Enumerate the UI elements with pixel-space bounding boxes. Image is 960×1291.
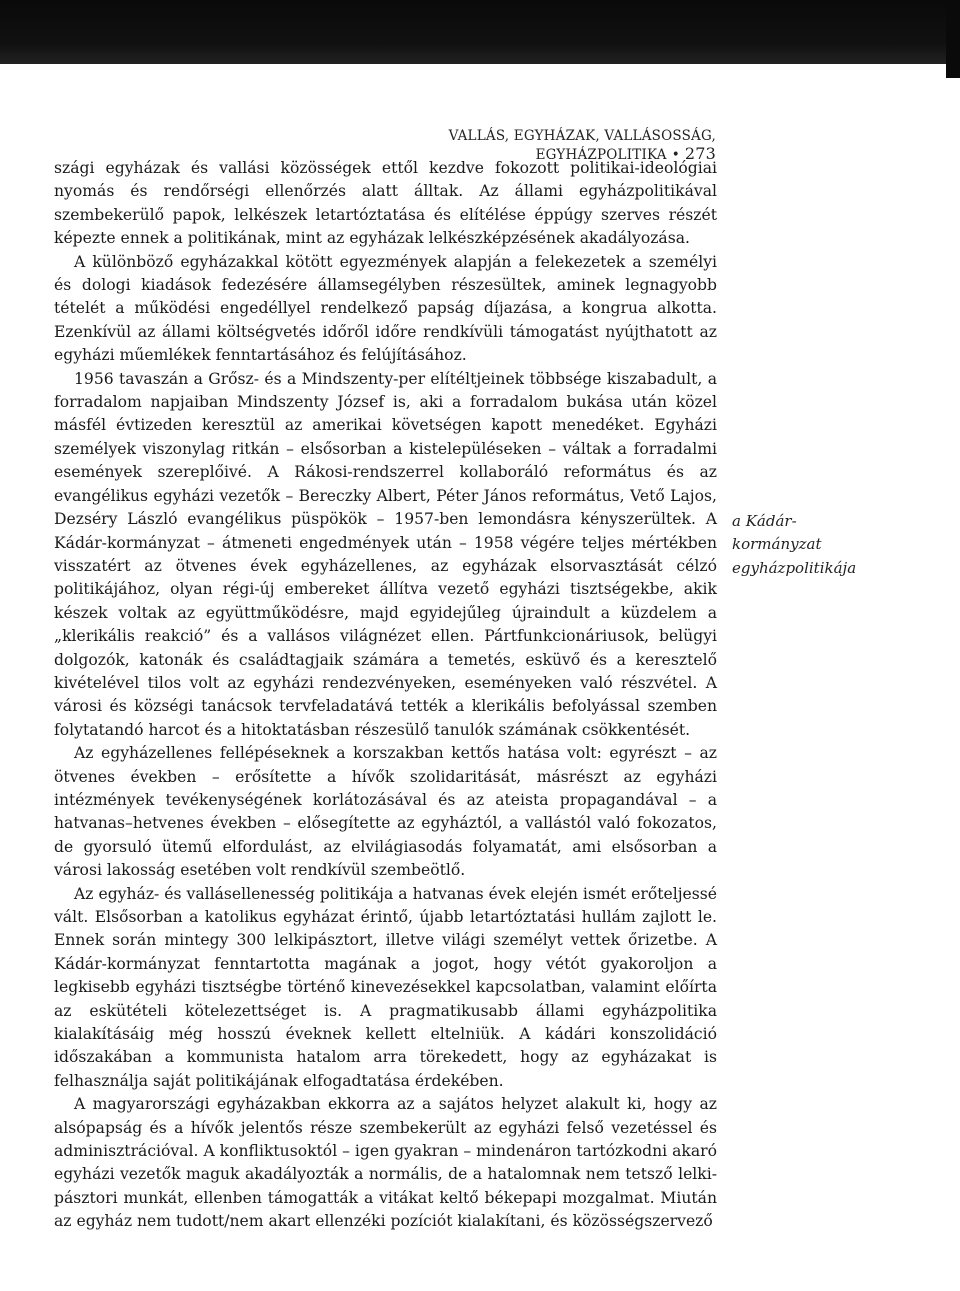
margin-note-line: a Kádár- [732, 512, 797, 530]
scan-edge-bar [0, 0, 960, 64]
margin-note [732, 510, 942, 580]
running-head-separator: • [671, 147, 680, 163]
margin-note-line: egyházpolitikája [732, 558, 857, 577]
paragraph: A különböző egyházakkal kötött egyezmények alapján a felekezetek a személyi és dologi kiadások fedezésére államsegélyben részesültek, aminek legnagyobb tételét a működési engedéllyel rendelkező papság díjazása, a kongrua alkotta. Ezenkívül az állami költségvetés időről időre rendkívüli támogatást nyújthatott az egyházi műemlékek fenntartásához és felújításához. [54, 252, 717, 365]
running-head-title: VALLÁS, EGYHÁZAK, VALLÁSOSSÁG, EGYHÁZPOLITIKA [448, 128, 716, 163]
page-number: 273 [684, 144, 716, 163]
paragraph: Az egyházellenes fellépéseknek a korszakban kettős hatása volt: egyrészt – az ötvenes években – erősítette a hívők szolidaritását, másrészt az egyházi intézmények tevékenységének korlátozásával és az ateista propagandával – a hatvanas–hetvenes években – elősegítette az egyháztól, a vallástól való fokozatos, de gyorsuló ütemű elfordulást, az elvilágiasodás folyamatát, ami elsősorban a városi lakosság esetében volt rendkívül szembeötlő. [54, 744, 717, 880]
paragraph: Az egyház- és vallásellenesség politikája a hatvanas évek elején ismét erőteljessé vált. Elsősorban a katolikus egyházat érintő, újabb letartóztatási hullám zajlott le. Ennek során mintegy 300 lelkipásztort, illetve világi személyt vettek őrizetbe. A Kádár-kormányzat fenntartotta magának a jogot, hogy vétót gyakoroljon a legkisebb egyházi tisztségbe történő kinevezésekkel kapcsolatban, valamint előírta az eskütételi kötelezettséget is. A pragmatikusabb állami egyházpolitika kialakításáig még hosszú éveknek kellett eltelniük. A kádári konszolidáció időszakában a kommunista hatalom arra törekedett, hogy az egyházakat is felhasználja saját politikájának elfogadtatása érdekében. [54, 884, 717, 1090]
margin-note-line: kormányzat [732, 535, 822, 554]
paragraph: A magyarországi egyházakban ekkorra az a sajátos helyzet alakult ki, hogy az alsópapság és a hívők jelentős része szembekerült az egyházi felső vezetéssel és adminisztrációval. A konfliktusoktól – igen gyakran – mindenáron tartózkodni akaró egyházi vezetők maguk akadályozták a normális, de a hatalomnak nem tetsző lelkipásztori munkát, ellenben támogatták a vitákat keltő békepapi mozgalmat. Miután az egyház nem tudott/nem akart ellenzéki pozíciót kialakítani, és közösségszervező [54, 1095, 717, 1231]
paragraph: 1956 tavaszán a Grősz- és a Mindszenty-per elítéltjeinek többsége kiszabadult, a forradalom napjaiban Mindszenty József is, aki a forradalom bukása után közel másfél évtizeden keresztül az amerikai követségen kapott menedéket. Egyházi személyek viszonylag ritkán – elsősorban a kistelepüléseken – váltak a forradalmi események szereplőivé. A Rákosi-rendszerrel kollaboráló református és az evangélikus egyházi vezetők – Bereczky Albert, Péter János református, Vető Lajos, Dezséry László evangélikus püspökök – 1957-ben lemondásra kényszerültek. A Kádár-kormányzat – átmeneti engedmények után – 1958 végére teljes mértékben visszatért az ötvenes évek egyházellenes, az egyházak elsorvasztását célzó politikájához, olyan régi-új embereket állítva vezető egyházi tisztségekbe, akik készek voltak az együttműködésre, majd egyidejűleg újraindult a küzdelem a „klerikális reakció” és a vallásos világnézet ellen. Pártfunkcionáriusok, belügyi dolgozók, katonák és családtagjaik számára a temetés, esküvő és a keresztelő kivételével tilos volt az egyházi rendezvényeken, eseményeken való részvétel. A városi és községi tanácsok tervfeladatává tették a klerikális befolyással szemben folytatandó harcot és a hitoktatásban részesülő tanulók számának csökkentését. [54, 369, 717, 739]
body-text [54, 157, 717, 1234]
paragraph-continuation: szági egyházak és vallási közösségek ettől kezdve fokozott politikai-ideológiai nyomás és rendőrségi ellenőrzés alatt álltak. Az állami egyházpolitikával szembekerülő papok, lelkészek letartóztatása és elítélése éppúgy szerves részét képezte ennek a politikának, mint az egyházak lelkészképzésének akadályozása. [54, 159, 717, 248]
